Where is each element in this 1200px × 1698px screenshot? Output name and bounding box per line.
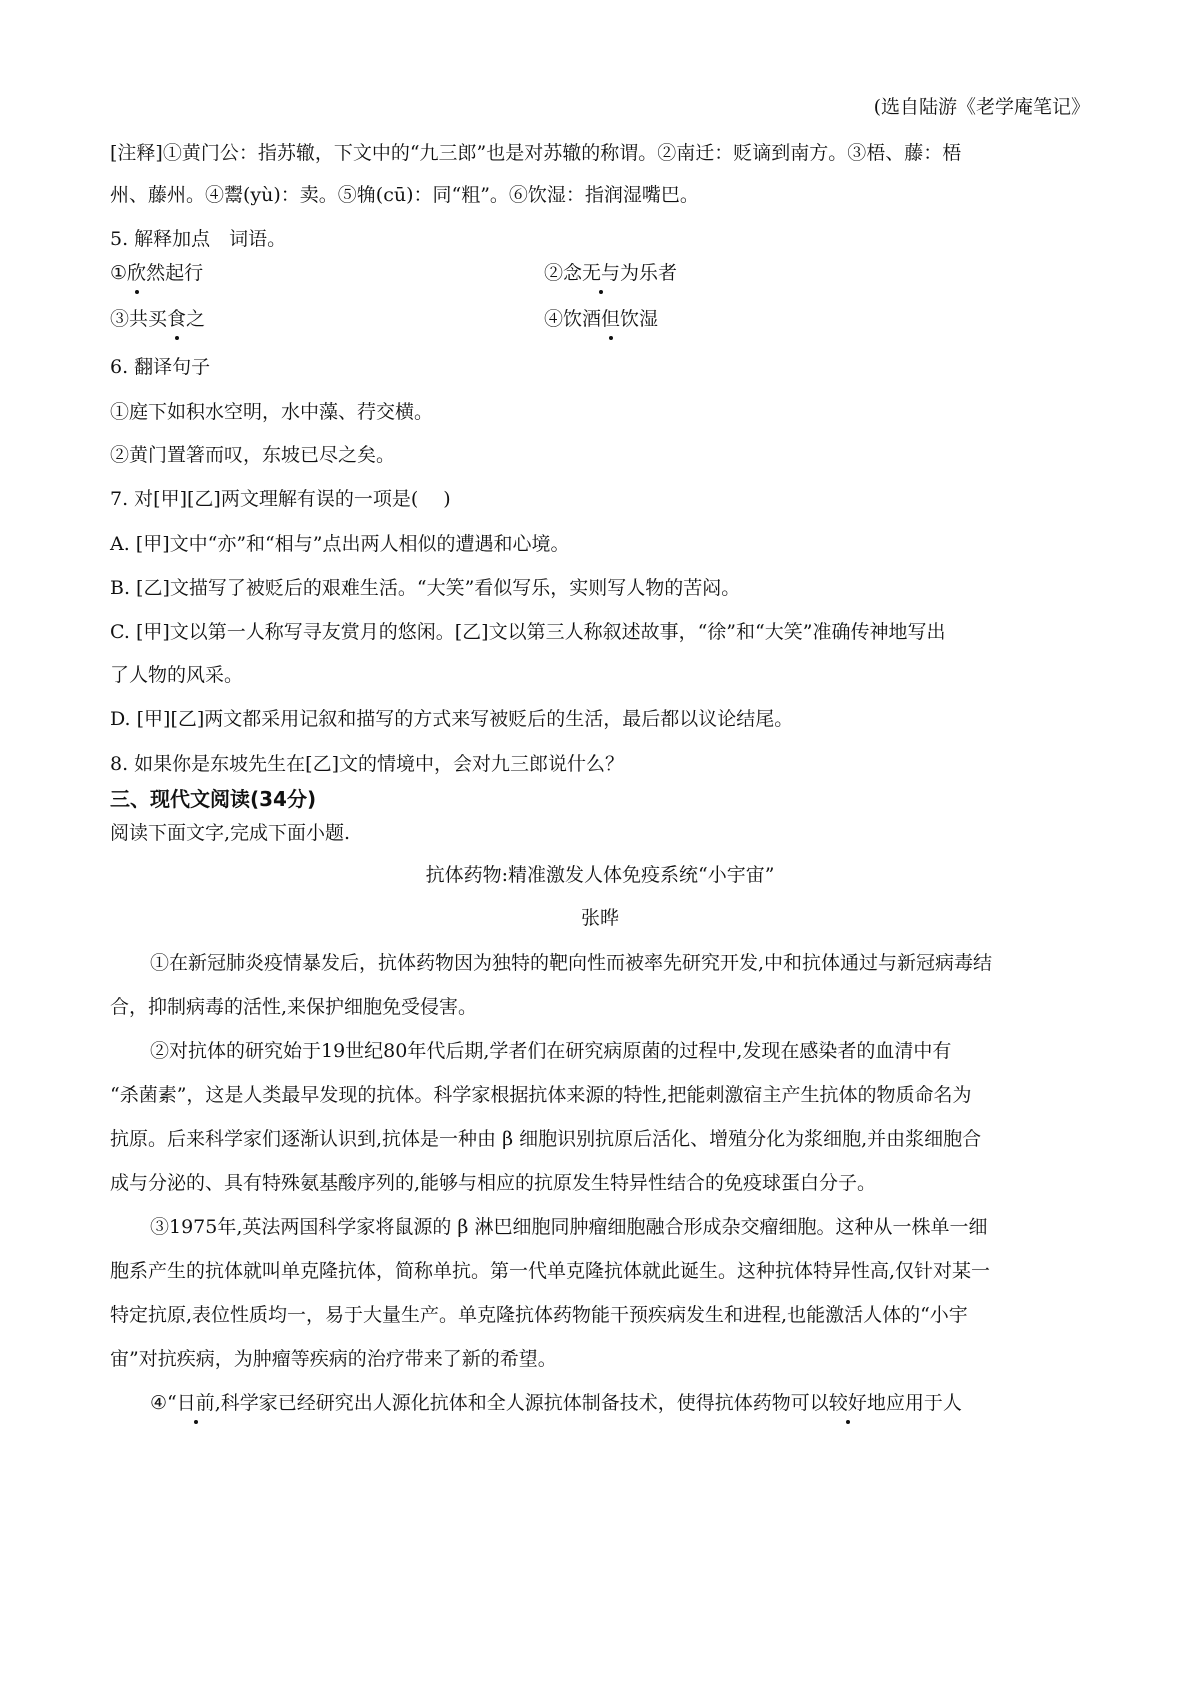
paragraph-2-line-4: 成与分泌的、具有特殊氨基酸序列的,能够与相应的抗原发生特异性结合的免疫球蛋白分子。 (110, 1172, 877, 1194)
article-author: 张晔 (580, 907, 619, 929)
section-3-instruction: 阅读下面文字,完成下面小题. (110, 822, 351, 844)
dotted-word: 日前 (177, 1392, 215, 1414)
question-5-row-2 (110, 304, 1090, 334)
dotted-word: 较好 (829, 1388, 867, 1418)
question-8-stem: 8. 如果你是东坡先生在[乙]文的情境中，会对九三郎说什么？ (110, 753, 624, 775)
question-7-option-c-line-1: C. [甲]文以第一人称写寻友赏月的悠闲。[乙]文以第三人称叙述故事，“徐”和“大笑”准确传神地写出 (110, 621, 946, 643)
source-citation: (选自陆游《老学庵笔记》 (873, 96, 1090, 118)
article-title: 抗体药物:精准激发人体免疫系统“小宇宙” (425, 864, 775, 886)
paragraph-1-line-1: ①在新冠肺炎疫情暴发后，抗体药物因为独特的靶向性而被率先研究开发,中和抗体通过与新冠病毒结 (150, 952, 993, 974)
question-6-sentence-1: ①庭下如积水空明，水中藻、荇交横。 (110, 401, 434, 423)
dotted-word: 欣 (127, 258, 146, 288)
annotation-line-1: [注释]①黄门公：指苏辙，下文中的“九三郎”也是对苏辙的称谓。②南迁：贬谪到南方。③梧、藤：梧 (110, 142, 962, 164)
q5-item-3: ③共买食之 (110, 308, 205, 330)
question-6-stem: 6. 翻译句子 (110, 356, 211, 378)
paragraph-3-line-4: 宙”对抗疾病，为肿瘤等疾病的治疗带来了新的希望。 (110, 1348, 557, 1370)
paragraph-3-line-3: 特定抗原,表位性质均一，易于大量生产。单克隆抗体药物能干预疾病发生和进程,也能激活人体的“小宇 (110, 1304, 968, 1326)
question-5-row-1 (110, 258, 1090, 288)
dotted-word: 但 (601, 304, 620, 334)
question-7-option-d: D. [甲][乙]两文都采用记叙和描写的方式来写被贬后的生活，最后都以议论结尾。 (110, 708, 794, 730)
q5-item-2: ②念无与为乐者 (544, 258, 677, 288)
question-7-option-b: B. [乙]文描写了被贬后的艰难生活。“大笑”看似写乐，实则写人物的苦闷。 (110, 577, 741, 599)
paragraph-1-line-2: 合，抑制病毒的活性,来保护细胞免受侵害。 (110, 996, 478, 1018)
dotted-word: 食 (167, 304, 186, 334)
question-7-stem: 7. 对[甲][乙]两文理解有误的一项是( ) (110, 488, 451, 510)
section-3-heading: 三、现代文阅读(34分) (110, 787, 317, 811)
paragraph-3-line-2: 胞系产生的抗体就叫单克隆抗体，简称单抗。第一代单克隆抗体就此诞生。这种抗体特异性高,仅针对某一 (110, 1260, 991, 1282)
q5-item-4: ④饮酒但饮湿 (544, 304, 658, 334)
question-6-sentence-2: ②黄门置箸而叹，东坡已尽之矣。 (110, 444, 396, 466)
question-7-option-a: A. [甲]文中“亦”和“相与”点出两人相似的遭遇和心境。 (110, 533, 570, 555)
paragraph-4-line-1: ④“日前,科学家已经研究出人源化抗体和全人源抗体制备技术，使得抗体药物可以较好地应用于人 (150, 1388, 1090, 1418)
question-7-option-c-line-2: 了人物的风采。 (110, 664, 244, 686)
paragraph-2-line-3: 抗原。后来科学家们逐渐认识到,抗体是一种由 β 细胞识别抗原后活化、增殖分化为浆细胞,并由浆细胞合 (110, 1128, 982, 1150)
annotation-line-2: 州、藤州。④鬻(yù)：卖。⑤觕(cū)：同“粗”。⑥饮湿：指润湿嘴巴。 (110, 184, 699, 206)
dotted-word: 无与 (582, 258, 620, 288)
q5-item-1: ①欣然起行 (110, 262, 203, 284)
paragraph-3-line-1: ③1975年,英法两国科学家将鼠源的 β 淋巴细胞同肿瘤细胞融合形成杂交瘤细胞。这种从一株单一细 (150, 1216, 988, 1238)
paragraph-2-line-2: “杀菌素”，这是人类最早发现的抗体。科学家根据抗体来源的特性,把能刺激宿主产生抗体的物质命名为 (110, 1084, 972, 1106)
question-5-stem: 5. 解释加点 词语。 (110, 228, 287, 250)
paragraph-2-line-1: ②对抗体的研究始于19世纪80年代后期,学者们在研究病原菌的过程中,发现在感染者的血清中有 (150, 1040, 952, 1062)
